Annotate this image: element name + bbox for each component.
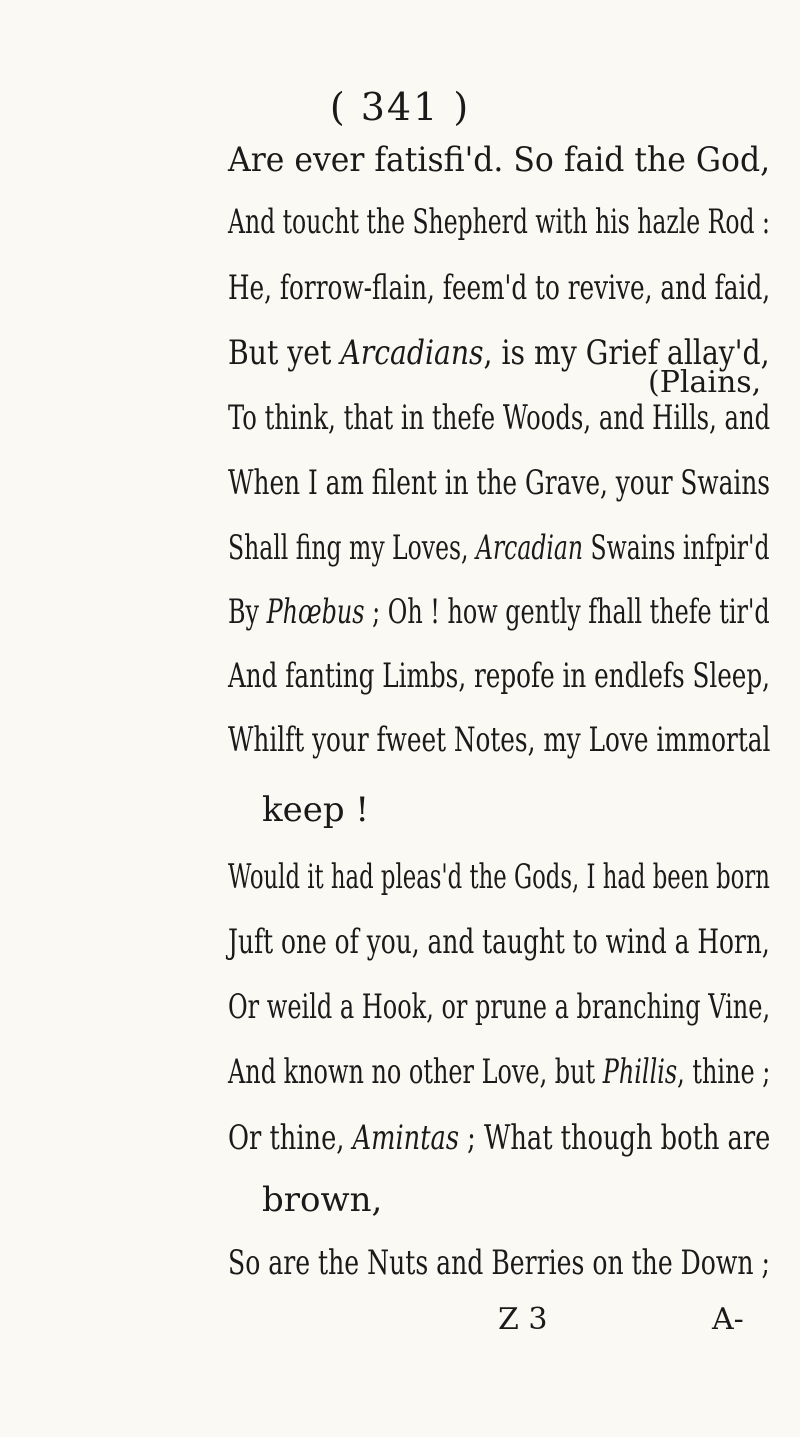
catchword: A-	[712, 1302, 744, 1337]
signature-mark: Z 3	[498, 1302, 548, 1337]
verse-line	[228, 1052, 770, 1092]
verse-text-run: He, forrow-flain, feem'd to revive, and faid,	[228, 268, 771, 308]
verse-text-run: When I am filent in the Grave, your Swains	[228, 463, 771, 503]
verse-line	[228, 592, 770, 632]
verse-text-run: And fanting Limbs, repofe in endlefs Sleep,	[228, 656, 771, 696]
italic-word: Amintas	[352, 1118, 460, 1158]
verse-text-run: Shall fing my Loves,	[228, 528, 476, 568]
verse-line	[228, 140, 770, 180]
verse-line	[228, 656, 770, 696]
verse-line	[228, 398, 770, 438]
verse-text-run: Whilft your fweet Notes, my Love immortal	[228, 720, 771, 760]
verse-text-run: Juft one of you, and taught to wind a Horn,	[228, 922, 770, 962]
italic-word: Arcadian	[475, 528, 584, 568]
verse-line	[228, 528, 770, 568]
verse-text-run: But yet	[228, 333, 341, 373]
verse-line	[228, 987, 770, 1027]
verse-text-run: To think, that in thefe Woods, and Hills, and	[228, 398, 771, 438]
verse-line	[228, 857, 770, 897]
verse-text-run: keep !	[262, 790, 370, 830]
verse-line	[262, 790, 369, 830]
verse-text-run: And toucht the Shepherd with his hazle Rod :	[228, 202, 770, 242]
verse-text-run: By	[228, 592, 267, 632]
turnover-word: (Plains,	[648, 365, 762, 400]
italic-word: Phillis	[602, 1052, 678, 1092]
verse-text-run: ; Oh ! how gently fhall thefe tir'd	[364, 592, 770, 632]
verse-text-run: Or weild a Hook, or prune a branching Vine,	[228, 987, 771, 1027]
page-number: ( 341 )	[329, 85, 471, 129]
verse-text-run: Would it had pleas'd the Gods, I had been born	[228, 857, 770, 897]
verse-text-run: , is my Grief allay'd,	[483, 333, 770, 373]
verse-line	[228, 720, 770, 760]
verse-text-run: So are the Nuts and Berries on the Down ;	[228, 1243, 770, 1283]
verse-line	[228, 1243, 770, 1283]
verse-text-run: ; What though both are	[459, 1118, 771, 1158]
verse-text-run: , thine ;	[677, 1052, 771, 1092]
verse-line	[228, 202, 770, 242]
verse-text-run: Swains infpir'd	[583, 528, 770, 568]
verse-line	[262, 1180, 382, 1220]
verse-line	[228, 268, 770, 308]
verse-text-run: Or thine,	[228, 1118, 353, 1158]
italic-word: Phœbus	[266, 592, 365, 632]
verse-line	[228, 463, 770, 503]
verse-line	[228, 922, 770, 962]
verse-text-run: And known no other Love, but	[228, 1052, 603, 1092]
italic-word: Arcadians	[340, 333, 484, 373]
verse-line	[228, 1118, 770, 1158]
verse-text-run: brown,	[262, 1180, 383, 1220]
verse-text-run: Are ever fatisfi'd. So faid the God,	[228, 140, 771, 180]
